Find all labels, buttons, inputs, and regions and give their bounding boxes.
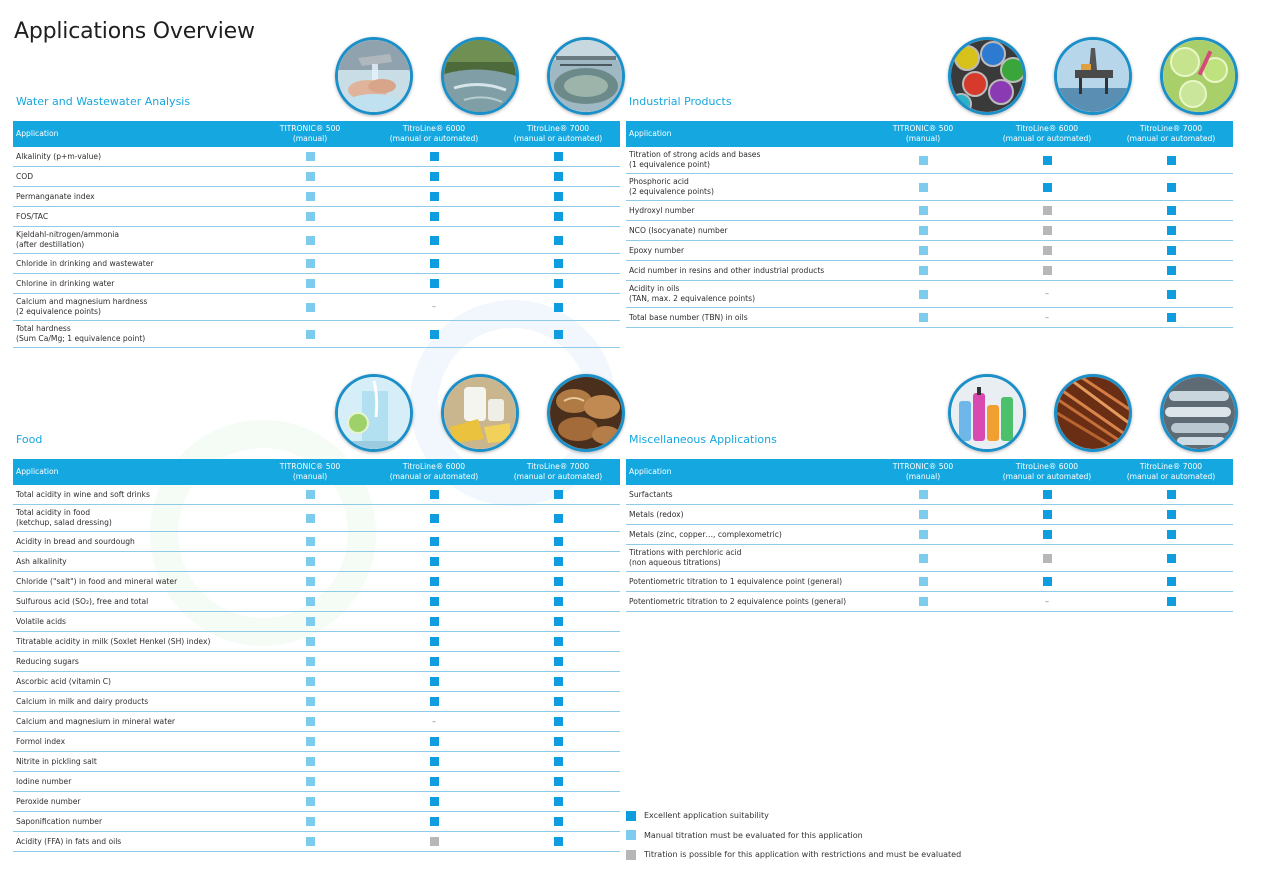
- suitability-cell: [248, 812, 372, 832]
- application-name: Calcium and magnesium in mineral water: [13, 712, 248, 732]
- excellent-marker: [554, 557, 563, 566]
- application-name: Chloride ("salt") in food and mineral water: [13, 572, 248, 592]
- not-available-dash: –: [1045, 596, 1049, 606]
- excellent-marker: [430, 597, 439, 606]
- manual-marker: [306, 817, 315, 826]
- excellent-marker: [430, 490, 439, 499]
- excellent-marker: [554, 637, 563, 646]
- suitability-cell: [985, 525, 1109, 545]
- food-table: [13, 459, 620, 852]
- copper-wire-icon: [1054, 374, 1132, 452]
- application-name: Potentiometric titration to 1 equivalence point (general): [626, 572, 861, 592]
- application-name: FOS/TAC: [13, 207, 248, 227]
- excellent-marker: [554, 757, 563, 766]
- column-header-instrument: TitroLine® 6000 (manual or automated): [372, 121, 496, 147]
- restricted-marker: [1043, 554, 1052, 563]
- dairy-products-icon: [441, 374, 519, 452]
- suitability-cell: [1109, 572, 1233, 592]
- suitability-cell: [1109, 545, 1233, 572]
- table-row: [13, 812, 620, 832]
- excellent-marker: [1043, 490, 1052, 499]
- application-name: Alkalinity (p+m-value): [13, 147, 248, 167]
- suitability-cell: [372, 812, 496, 832]
- application-name: Titratable acidity in milk (Soxlet Henkel (SH) index): [13, 632, 248, 652]
- suitability-cell: [248, 572, 372, 592]
- table-row: [13, 752, 620, 772]
- water-section-title: Water and Wastewater Analysis: [16, 95, 191, 108]
- water-glass-icon: [335, 374, 413, 452]
- manual-marker: [306, 697, 315, 706]
- excellent-marker: [554, 777, 563, 786]
- excellent-marker: [430, 757, 439, 766]
- legend: [626, 806, 961, 865]
- table-row: [626, 505, 1233, 525]
- application-name: Titrations with perchloric acid (non aqueous titrations): [626, 545, 861, 572]
- suitability-cell: [248, 532, 372, 552]
- excellent-marker: [554, 677, 563, 686]
- table-row: [13, 592, 620, 612]
- excellent-marker: [430, 677, 439, 686]
- excellent-marker: [554, 617, 563, 626]
- not-available-dash: –: [1045, 312, 1049, 322]
- food-section: [13, 0, 620, 870]
- manual-marker: [306, 777, 315, 786]
- excellent-marker: [554, 837, 563, 846]
- excellent-marker: [554, 717, 563, 726]
- legend-label: Titration is possible for this application with restrictions and must be evaluated: [644, 850, 962, 860]
- suitability-cell: [496, 772, 620, 792]
- suitability-cell: [985, 545, 1109, 572]
- application-name: Nitrite in pickling salt: [13, 752, 248, 772]
- excellent-marker: [430, 697, 439, 706]
- table-row: [13, 612, 620, 632]
- suitability-cell: [248, 792, 372, 812]
- application-name: Permanganate index: [13, 187, 248, 207]
- not-available-dash: –: [432, 716, 436, 726]
- suitability-cell: [372, 692, 496, 712]
- suitability-cell: [496, 552, 620, 572]
- manual-marker: [919, 530, 928, 539]
- table-row: [626, 485, 1233, 505]
- suitability-cell: [496, 792, 620, 812]
- table-row: [626, 545, 1233, 572]
- misc-section-title: Miscellaneous Applications: [629, 433, 777, 446]
- application-name: Ash alkalinity: [13, 552, 248, 572]
- application-name: Surfactants: [626, 485, 861, 505]
- suitability-cell: [861, 525, 985, 545]
- table-row: [13, 572, 620, 592]
- suitability-cell: [372, 552, 496, 572]
- suitability-cell: [248, 505, 372, 532]
- suitability-cell: [248, 552, 372, 572]
- table-row: [13, 712, 620, 732]
- excellent-marker: [554, 577, 563, 586]
- column-header-application: Application: [626, 459, 861, 485]
- table-row: [13, 672, 620, 692]
- legend-swatch: [626, 850, 636, 860]
- application-name: NCO (Isocyanate) number: [626, 221, 861, 241]
- suitability-cell: [1109, 592, 1233, 612]
- excellent-marker: [430, 777, 439, 786]
- manual-marker: [306, 637, 315, 646]
- table-row: [626, 525, 1233, 545]
- table-row: [13, 792, 620, 812]
- table-row: [626, 592, 1233, 612]
- industrial-section-title: Industrial Products: [629, 95, 732, 108]
- suitability-cell: [1109, 505, 1233, 525]
- table-row: [13, 832, 620, 852]
- legend-label: Manual titration must be evaluated for this application: [644, 830, 863, 840]
- suitability-cell: [496, 572, 620, 592]
- application-name: Formol index: [13, 732, 248, 752]
- cleaning-bottles-icon: [948, 374, 1026, 452]
- manual-marker: [306, 577, 315, 586]
- excellent-marker: [554, 737, 563, 746]
- legend-item: [626, 845, 961, 865]
- suitability-cell: [248, 672, 372, 692]
- excellent-marker: [430, 514, 439, 523]
- application-name: Hydroxyl number: [626, 201, 861, 221]
- excellent-marker: [554, 657, 563, 666]
- suitability-cell: [248, 772, 372, 792]
- suitability-cell: [985, 505, 1109, 525]
- column-header-instrument: TitroLine® 6000 (manual or automated): [985, 459, 1109, 485]
- column-header-instrument: TITRONIC® 500 (manual): [248, 459, 372, 485]
- excellent-marker: [430, 797, 439, 806]
- application-name: Saponification number: [13, 812, 248, 832]
- suitability-cell: [372, 485, 496, 505]
- column-header-application: Application: [626, 121, 861, 147]
- suitability-cell: [496, 505, 620, 532]
- suitability-cell: [248, 652, 372, 672]
- suitability-cell: [372, 672, 496, 692]
- suitability-cell: [496, 712, 620, 732]
- suitability-cell: [372, 732, 496, 752]
- suitability-cell: [248, 692, 372, 712]
- column-header-application: Application: [13, 121, 248, 147]
- suitability-cell: [372, 505, 496, 532]
- suitability-cell: [496, 532, 620, 552]
- application-name: Sulfurous acid (SO₂), free and total: [13, 592, 248, 612]
- table-row: [13, 692, 620, 712]
- suitability-cell: [496, 732, 620, 752]
- application-name: Calcium in milk and dairy products: [13, 692, 248, 712]
- suitability-cell: [496, 612, 620, 632]
- manual-marker: [306, 797, 315, 806]
- suitability-cell: [372, 572, 496, 592]
- suitability-cell: [985, 485, 1109, 505]
- suitability-cell: [248, 712, 372, 732]
- suitability-cell: [248, 752, 372, 772]
- page-title: Applications Overview: [14, 19, 255, 44]
- column-header-instrument: TitroLine® 7000 (manual or automated): [1109, 459, 1233, 485]
- application-name: Volatile acids: [13, 612, 248, 632]
- excellent-marker: [1167, 577, 1176, 586]
- suitability-cell: [372, 652, 496, 672]
- legend-item: [626, 826, 961, 846]
- manual-marker: [306, 537, 315, 546]
- suitability-cell: [372, 532, 496, 552]
- not-available-dash: –: [1045, 289, 1049, 298]
- manual-marker: [919, 597, 928, 606]
- bread-icon: [547, 374, 625, 452]
- application-name: Peroxide number: [13, 792, 248, 812]
- excellent-marker: [554, 537, 563, 546]
- excellent-marker: [1167, 530, 1176, 539]
- suitability-cell: [372, 712, 496, 732]
- table-row: [13, 485, 620, 505]
- application-name: Metals (zinc, copper…, complexometric): [626, 525, 861, 545]
- application-name: Titration of strong acids and bases (1 equivalence point): [626, 147, 861, 174]
- manual-marker: [306, 597, 315, 606]
- column-header-instrument: TitroLine® 6000 (manual or automated): [985, 121, 1109, 147]
- manual-marker: [306, 557, 315, 566]
- excellent-marker: [430, 817, 439, 826]
- column-header-instrument: TITRONIC® 500 (manual): [861, 459, 985, 485]
- legend-item: [626, 806, 961, 826]
- suitability-cell: [248, 485, 372, 505]
- excellent-marker: [430, 637, 439, 646]
- excellent-marker: [554, 697, 563, 706]
- legend-label: Excellent application suitability: [644, 811, 769, 821]
- restricted-marker: [430, 837, 439, 846]
- excellent-marker: [430, 617, 439, 626]
- application-name: Total hardness (Sum Ca/Mg; 1 equivalence point): [13, 321, 248, 348]
- suitability-cell: [248, 612, 372, 632]
- suitability-cell: [861, 572, 985, 592]
- application-name: Iodine number: [13, 772, 248, 792]
- column-header-instrument: TitroLine® 6000 (manual or automated): [372, 459, 496, 485]
- suitability-cell: [496, 692, 620, 712]
- application-name: Acidity in oils (TAN, max. 2 equivalence points): [626, 281, 861, 308]
- table-row: [626, 572, 1233, 592]
- excellent-marker: [554, 490, 563, 499]
- suitability-cell: [985, 572, 1109, 592]
- excellent-marker: [1167, 490, 1176, 499]
- table-row: [13, 552, 620, 572]
- application-name: Reducing sugars: [13, 652, 248, 672]
- application-name: Acidity (FFA) in fats and oils: [13, 832, 248, 852]
- table-row: [13, 732, 620, 752]
- excellent-marker: [1167, 554, 1176, 563]
- application-name: Epoxy number: [626, 241, 861, 261]
- suitability-cell: [985, 592, 1109, 612]
- food-section-title: Food: [16, 433, 43, 446]
- suitability-cell: [496, 652, 620, 672]
- misc-table: [626, 459, 1233, 612]
- excellent-marker: [554, 514, 563, 523]
- manual-marker: [306, 757, 315, 766]
- suitability-cell: [248, 732, 372, 752]
- excellent-marker: [554, 817, 563, 826]
- suitability-cell: [496, 632, 620, 652]
- table-row: [13, 652, 620, 672]
- application-name: Acidity in bread and sourdough: [13, 532, 248, 552]
- excellent-marker: [1043, 530, 1052, 539]
- application-name: Chloride in drinking and wastewater: [13, 254, 248, 274]
- application-name: Total acidity in food (ketchup, salad dressing): [13, 505, 248, 532]
- excellent-marker: [430, 737, 439, 746]
- manual-marker: [306, 514, 315, 523]
- manual-marker: [919, 554, 928, 563]
- excellent-marker: [1167, 510, 1176, 519]
- application-name: Metals (redox): [626, 505, 861, 525]
- application-name: Total base number (TBN) in oils: [626, 308, 861, 328]
- excellent-marker: [430, 557, 439, 566]
- column-header-application: Application: [13, 459, 248, 485]
- suitability-cell: [496, 485, 620, 505]
- excellent-marker: [430, 537, 439, 546]
- suitability-cell: [372, 592, 496, 612]
- application-name: Calcium and magnesium hardness (2 equivalence points): [13, 294, 248, 321]
- legend-swatch: [626, 830, 636, 840]
- application-name: Kjeldahl-nitrogen/ammonia (after destillation): [13, 227, 248, 254]
- suitability-cell: [861, 485, 985, 505]
- suitability-cell: [372, 752, 496, 772]
- suitability-cell: [496, 812, 620, 832]
- suitability-cell: [248, 832, 372, 852]
- manual-marker: [919, 510, 928, 519]
- application-name: COD: [13, 167, 248, 187]
- suitability-cell: [372, 612, 496, 632]
- excellent-marker: [554, 597, 563, 606]
- manual-marker: [306, 657, 315, 666]
- suitability-cell: [496, 672, 620, 692]
- column-header-instrument: TITRONIC® 500 (manual): [861, 121, 985, 147]
- column-header-instrument: TITRONIC® 500 (manual): [248, 121, 372, 147]
- manual-marker: [919, 577, 928, 586]
- application-name: Acid number in resins and other industrial products: [626, 261, 861, 281]
- suitability-cell: [861, 545, 985, 572]
- manual-marker: [306, 737, 315, 746]
- suitability-cell: [496, 592, 620, 612]
- misc-section: [626, 0, 1233, 620]
- suitability-cell: [496, 832, 620, 852]
- excellent-marker: [430, 657, 439, 666]
- excellent-marker: [1043, 510, 1052, 519]
- excellent-marker: [1167, 597, 1176, 606]
- application-name: Total acidity in wine and soft drinks: [13, 485, 248, 505]
- application-name: Ascorbic acid (vitamin C): [13, 672, 248, 692]
- suitability-cell: [861, 505, 985, 525]
- suitability-cell: [496, 752, 620, 772]
- manual-marker: [306, 717, 315, 726]
- manual-marker: [919, 490, 928, 499]
- suitability-cell: [372, 632, 496, 652]
- suitability-cell: [248, 592, 372, 612]
- application-name: Phosphoric acid (2 equivalence points): [626, 174, 861, 201]
- table-row: [13, 505, 620, 532]
- manual-marker: [306, 837, 315, 846]
- suitability-cell: [1109, 485, 1233, 505]
- manual-marker: [306, 617, 315, 626]
- suitability-cell: [861, 592, 985, 612]
- application-name: Potentiometric titration to 2 equivalence points (general): [626, 592, 861, 612]
- not-available-dash: –: [432, 302, 436, 311]
- column-header-instrument: TitroLine® 7000 (manual or automated): [1109, 121, 1233, 147]
- excellent-marker: [554, 797, 563, 806]
- suitability-cell: [372, 792, 496, 812]
- column-header-instrument: TitroLine® 7000 (manual or automated): [496, 121, 620, 147]
- suitability-cell: [1109, 525, 1233, 545]
- suitability-cell: [372, 772, 496, 792]
- manual-marker: [306, 677, 315, 686]
- manual-marker: [306, 490, 315, 499]
- suitability-cell: [248, 632, 372, 652]
- glass-tubes-icon: [1160, 374, 1238, 452]
- table-row: [13, 532, 620, 552]
- column-header-instrument: TitroLine® 7000 (manual or automated): [496, 459, 620, 485]
- application-name: Chlorine in drinking water: [13, 274, 248, 294]
- table-row: [13, 772, 620, 792]
- legend-swatch: [626, 811, 636, 821]
- suitability-cell: [372, 832, 496, 852]
- excellent-marker: [430, 577, 439, 586]
- table-row: [13, 632, 620, 652]
- excellent-marker: [1043, 577, 1052, 586]
